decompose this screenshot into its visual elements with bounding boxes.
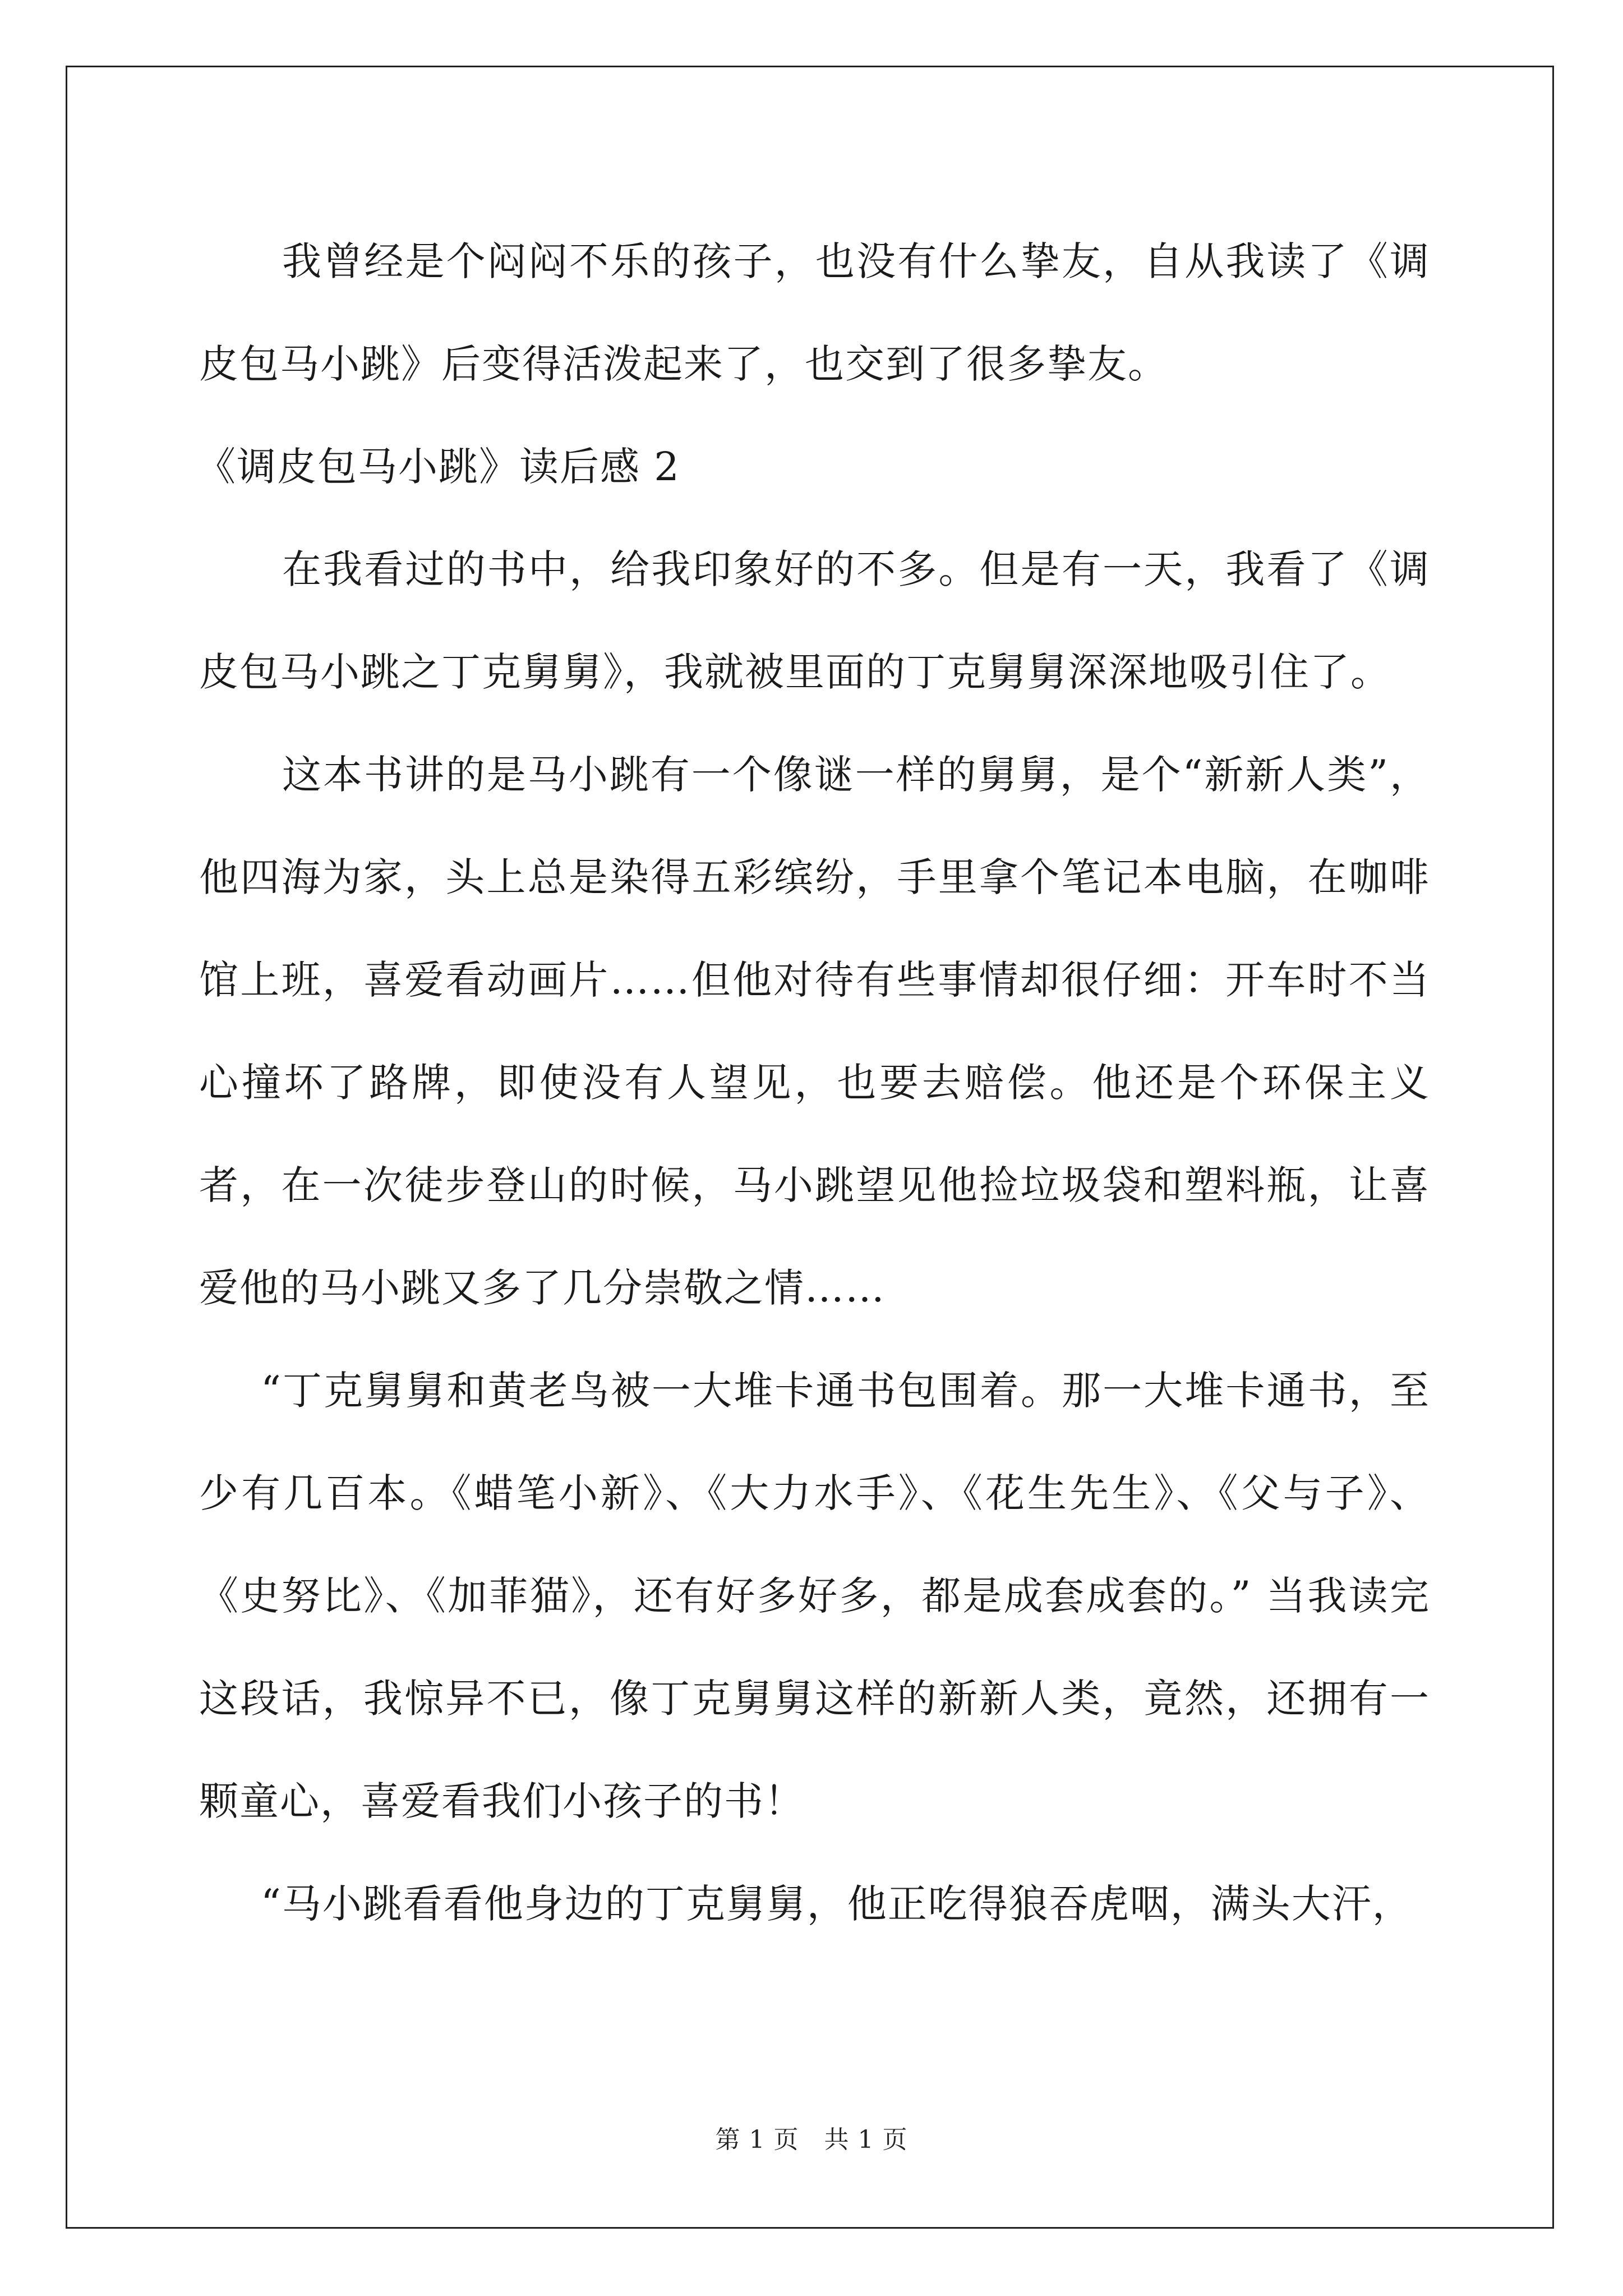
paragraph-intro: 我曾经是个闷闷不乐的孩子，也没有什么挚友，自从我读了《调皮包马小跳》后变得活泼起来了，也交到了很多挚友。	[199, 238, 1430, 387]
page-number-footer: 第 1 页 共 1 页	[715, 2125, 908, 2154]
paragraph-impression: 在我看过的书中，给我印象好的不多。但是有一天，我看了《调皮包马小跳之丁克舅舅》，我就被里面的丁克舅舅深深地吸引住了。	[199, 546, 1430, 695]
document-body	[196, 210, 1430, 1955]
paragraph-book-summary: 这本书讲的是马小跳有一个像谜一样的舅舅，是个“新新人类”，他四海为家，头上总是染得五彩缤纷，手里拿个笔记本电脑，在咖啡馆上班，喜爱看动画片……但他对待有些事情却很仔细：开车时不当心撞坏了路牌，即使没有人望见，也要去赔偿。他还是个环保主义者，在一次徒步登山的时候，马小跳望见他捡垃圾袋和塑料瓶，让喜爱他的马小跳又多了几分崇敬之情……	[199, 752, 1430, 1311]
section-heading: 《调皮包马小跳》读后感 2	[196, 444, 680, 490]
paragraph-quote-dinner: “马小跳看看他身边的丁克舅舅，他正吃得狼吞虎咽，满头大汗，	[261, 1881, 1413, 1927]
paragraph-quote-cartoon-books: “丁克舅舅和黄老鸟被一大堆卡通书包围着。那一大堆卡通书，至少有几百本。《蜡笔小新》、《大力水手》、《花生先生》、《父与子》、《史努比》、《加菲猫》，还有好多好多，都是成套成套的。” 当我读完这段话，我惊异不已，像丁克舅舅这样的新新人类，竟然，还拥有一颗童心，喜爱看我们小孩子的书！	[199, 1368, 1430, 1824]
